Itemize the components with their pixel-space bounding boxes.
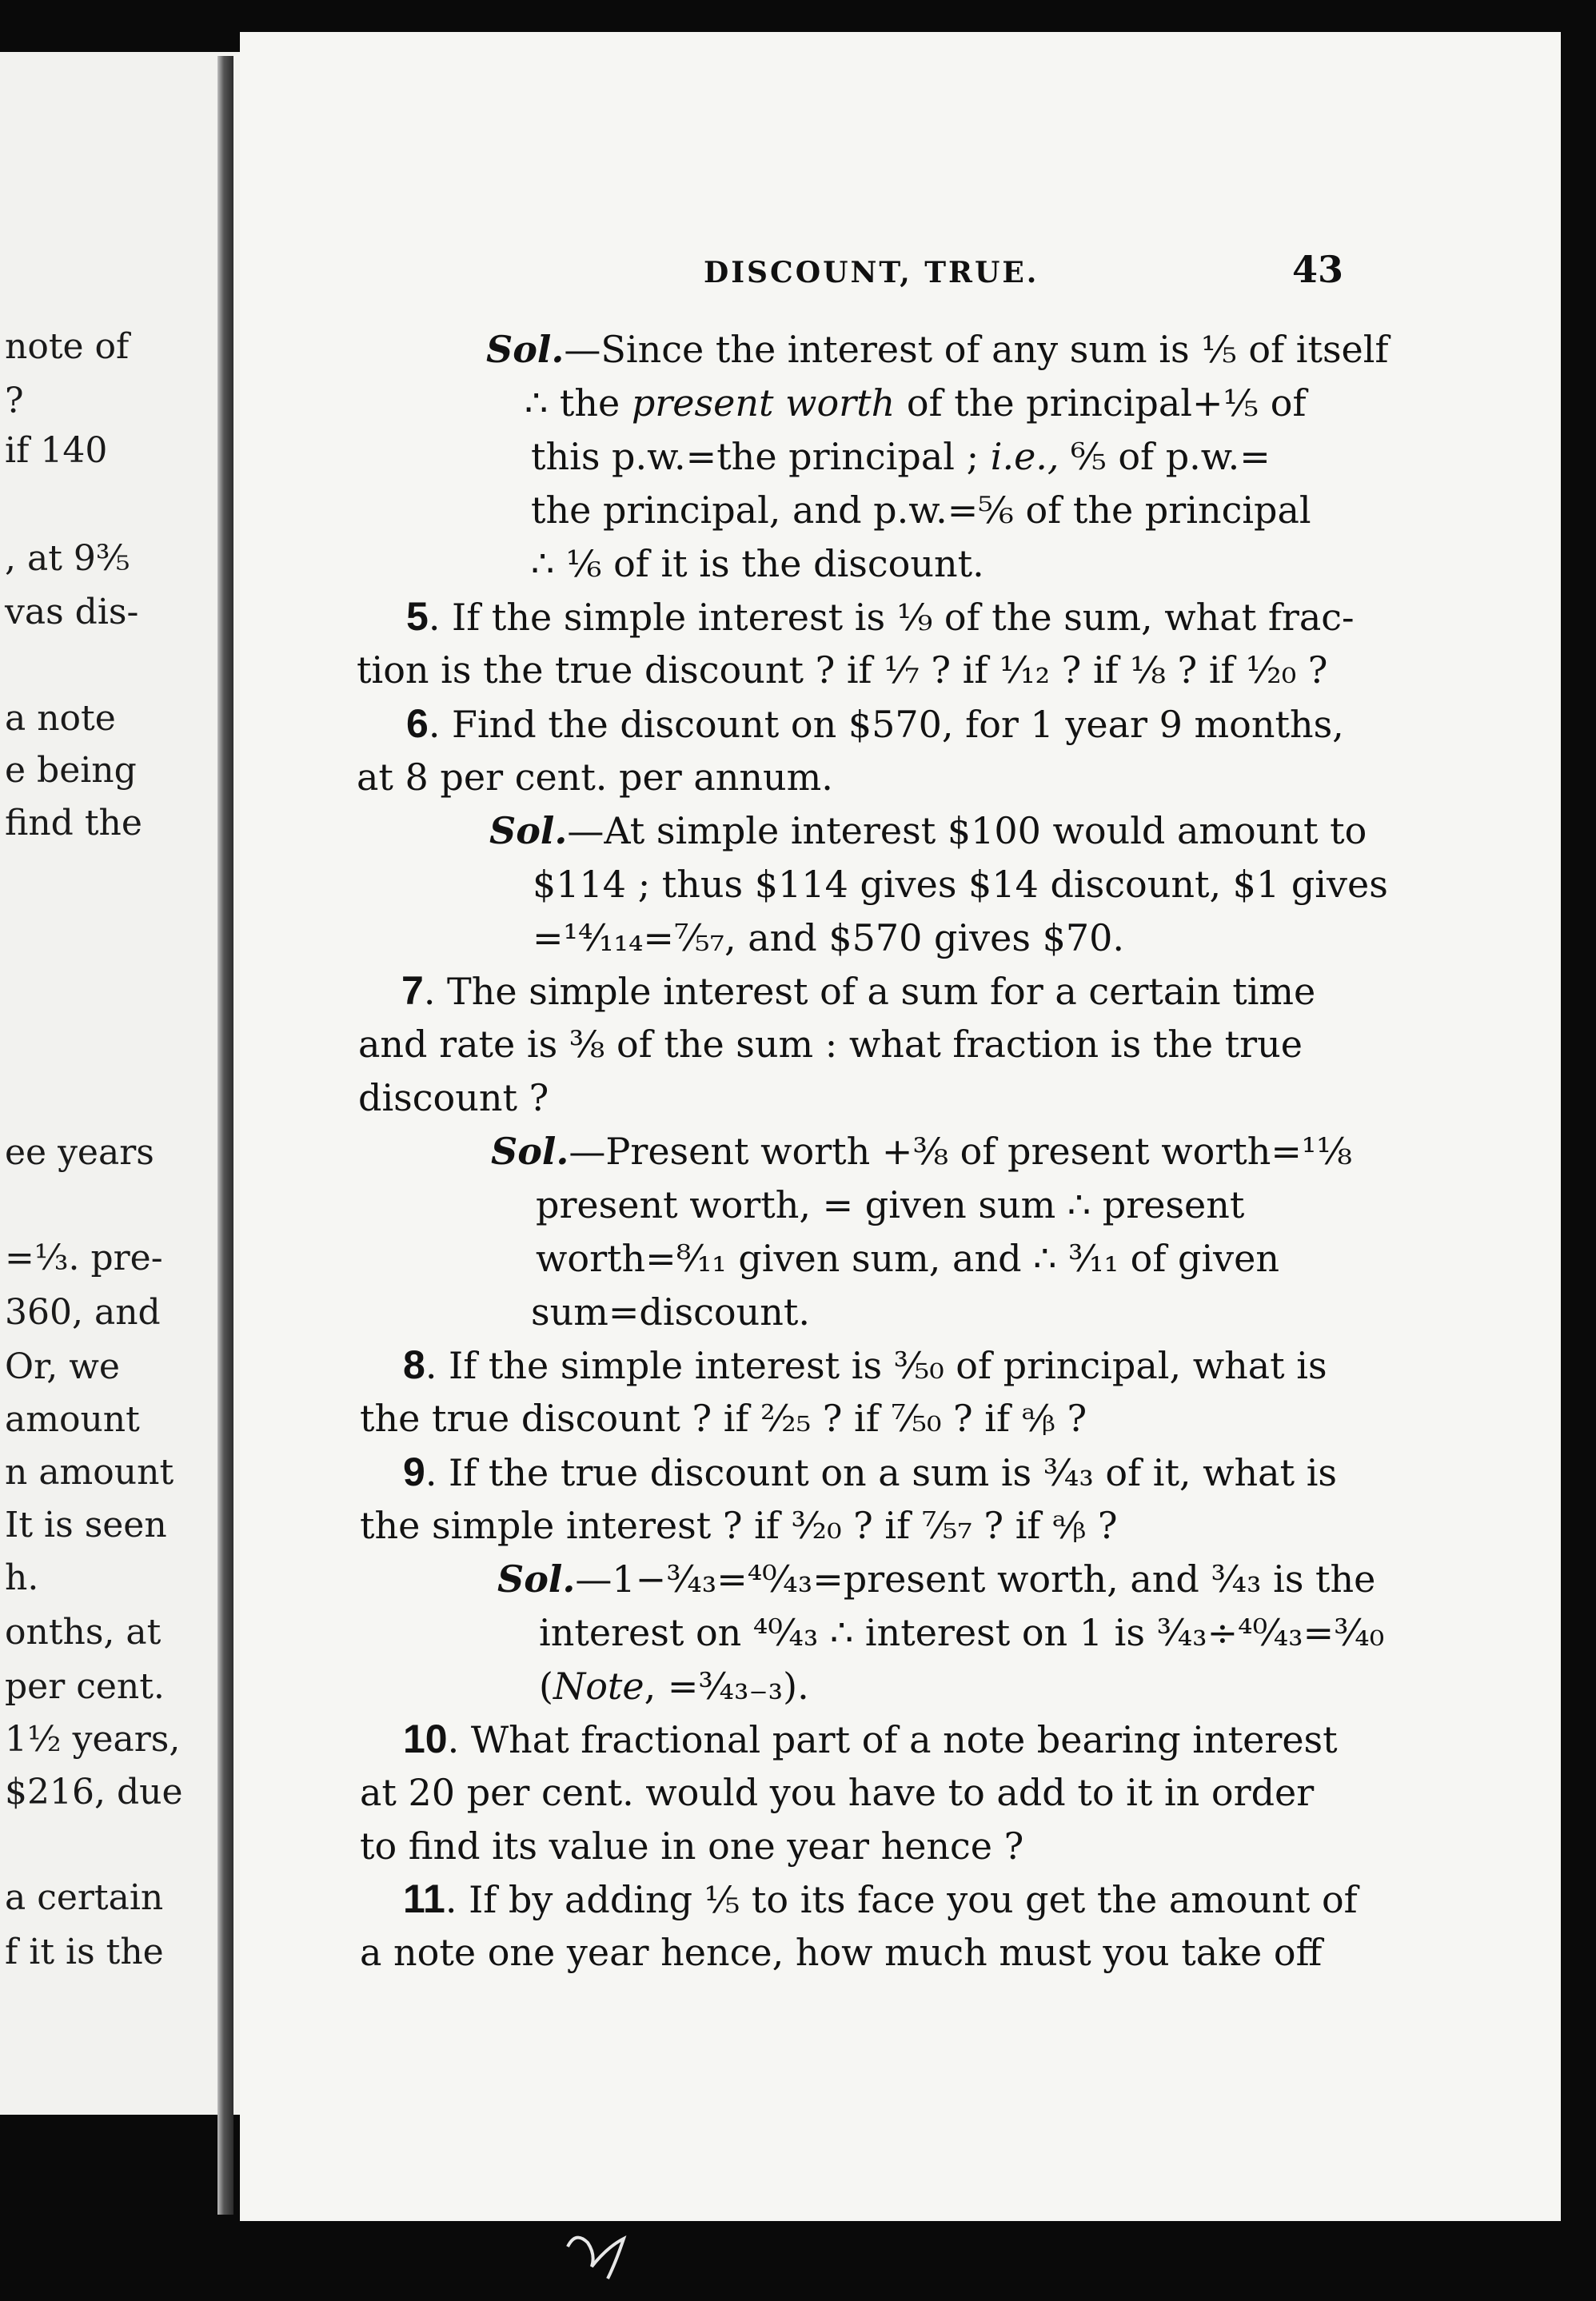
left-page-text-fragment: 1½ years, [5,1719,181,1760]
sol-label: Sol. [491,1130,569,1173]
problem-7-line-2: and rate is ⅜ of the sum : what fraction is the true [358,1023,1303,1066]
left-page-text-fragment: amount [5,1399,140,1440]
left-page-text-fragment: =⅓. pre- [5,1238,163,1278]
sol-4-line-5: ∴ ⅙ of it is the discount. [531,542,984,585]
sol-4-line-3: this p.w.=the principal ; i.e., ⁶⁄₅ of p.w.= [531,435,1271,478]
problem-number: 5 [406,594,429,639]
sol-7-line-1: Sol.—Present worth +⅜ of present worth=¹¹⁄₈ [491,1130,1352,1173]
left-page-text-fragment: $216, due [5,1772,183,1812]
left-page-text-fragment: find the [5,803,142,843]
problem-number: 10 [403,1717,448,1761]
sol-6-line-2: $114 ; thus $114 gives $14 discount, $1 gives [533,863,1388,906]
book-spine-shadow [217,56,233,2215]
problem-5-line-1: 5. If the simple interest is ⅑ of the sum, what frac- [406,594,1355,639]
problem-9-line-2: the simple interest ? if ³⁄₂₀ ? if ⁷⁄₅₇ ? if ᵃ⁄ᵦ ? [360,1504,1118,1547]
sol-7-line-4: sum=discount. [531,1290,810,1334]
problem-9-line-1: 9. If the true discount on a sum is ³⁄₄₃ of it, what is [403,1450,1338,1494]
problem-5-line-2: tion is the true discount ? if ⅐ ? if ¹⁄₁₂ ? if ⅛ ? if ¹⁄₂₀ ? [357,648,1328,692]
problem-11-line-2: a note one year hence, how much must you take off [360,1931,1323,1974]
problem-6-line-1: 6. Find the discount on $570, for 1 year 9 months, [406,701,1344,746]
sol-9-line-2: interest on ⁴⁰⁄₄₃ ∴ interest on 1 is ³⁄₄₃÷⁴⁰⁄₄₃=³⁄₄₀ [539,1611,1385,1654]
sol-4-line-2: ∴ the present worth of the principal+⅕ of [525,381,1307,425]
left-page-text-fragment: e being [5,750,137,791]
running-head: DISCOUNT, TRUE. [704,256,1039,289]
problem-number: 7 [401,968,424,1013]
sol-9-line-1: Sol.—1−³⁄₄₃=⁴⁰⁄₄₃=present worth, and ³⁄₄₃ is the [497,1557,1376,1601]
problem-number: 8 [403,1342,425,1387]
left-page-text-fragment: a note [5,698,116,739]
problem-10-line-3: to find its value in one year hence ? [360,1824,1024,1868]
left-page-text-fragment: , at 9⅗ [5,538,130,579]
problem-8-line-2: the true discount ? if ²⁄₂₅ ? if ⁷⁄₅₀ ? if ᵃ⁄ᵦ ? [360,1397,1087,1440]
problem-number: 9 [403,1450,425,1494]
left-page-text-fragment: note of [5,326,130,367]
problem-6-line-2: at 8 per cent. per annum. [357,756,833,799]
problem-8-line-1: 8. If the simple interest is ³⁄₅₀ of principal, what is [403,1342,1327,1387]
left-page-text-fragment: h. [5,1557,39,1598]
left-page-text-fragment: onths, at [5,1612,162,1653]
problem-10-line-1: 10. What fractional part of a note bearing interest [403,1717,1338,1761]
problem-7-line-3: discount ? [358,1076,549,1119]
left-page-text-fragment: per cent. [5,1666,165,1707]
pencil-mark-icon [560,2223,640,2287]
left-page-text-fragment: 360, and [5,1292,161,1333]
problem-10-line-2: at 20 per cent. would you have to add to it in order [360,1771,1315,1814]
left-page-text-fragment: Or, we [5,1346,120,1387]
left-page-text-fragment: ee years [5,1132,154,1173]
problem-number: 11 [403,1876,445,1921]
problem-11-line-1: 11. If by adding ⅕ to its face you get the amount of [403,1876,1358,1921]
left-page-text-fragment: vas dis- [5,592,139,632]
sol-label: Sol. [489,809,568,852]
sol-label: Sol. [486,328,565,371]
sol-6-line-3: =¹⁴⁄₁₁₄=⁷⁄₅₇, and $570 gives $70. [533,916,1125,959]
book-page [240,32,1561,2221]
sol-4-line-1: Sol.—Since the interest of any sum is ⅕ of itself [486,328,1389,371]
sol-9-line-3: (Note, =³⁄₄₃₋₃). [539,1665,809,1708]
left-page-text-fragment: ? [5,381,24,421]
left-page-text-fragment: It is seen [5,1505,167,1545]
sol-7-line-3: worth=⁸⁄₁₁ given sum, and ∴ ³⁄₁₁ of given [536,1237,1280,1280]
left-page-text-fragment: n amount [5,1452,174,1493]
problem-7-line-1: 7. The simple interest of a sum for a certain time [401,968,1316,1013]
problem-number: 6 [406,701,429,746]
left-page-text-fragment: f it is the [5,1932,164,1972]
sol-7-line-2: present worth, = given sum ∴ present [536,1183,1245,1226]
page-number: 43 [1292,248,1344,291]
sol-6-line-1: Sol.—At simple interest $100 would amount to [489,809,1367,852]
sol-label: Sol. [497,1557,576,1601]
left-page-text-fragment: a certain [5,1877,164,1918]
left-page-text-fragment: if 140 [5,430,108,471]
left-page-fragment [0,52,240,2115]
sol-4-line-4: the principal, and p.w.=⅚ of the principal [531,489,1311,532]
